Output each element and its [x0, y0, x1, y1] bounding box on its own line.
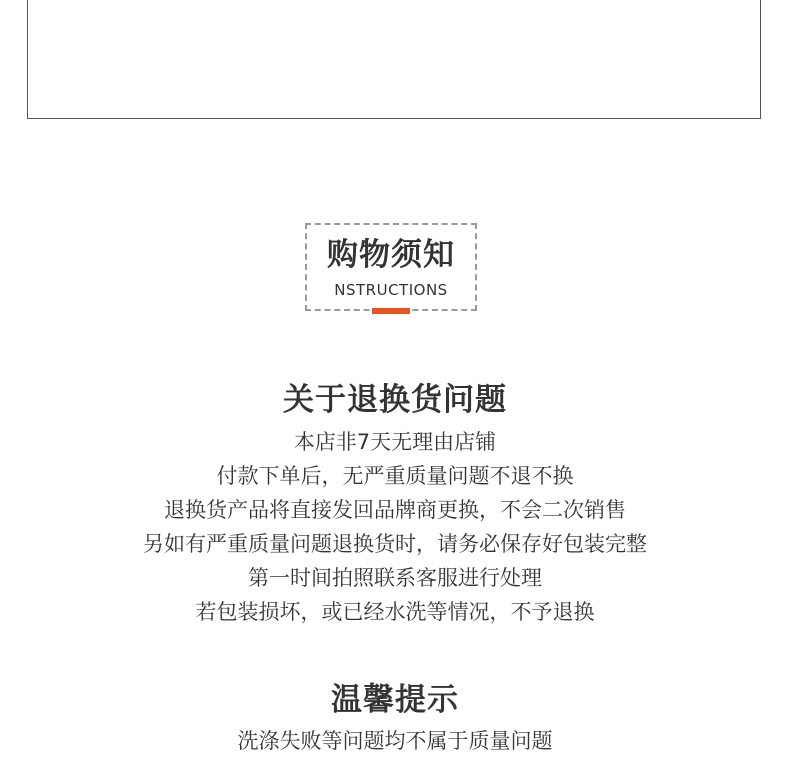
returns-line: 本店非7天无理由店铺 [293, 430, 497, 454]
returns-line: 另如有严重质量问题退换货时，请务必保存好包装完整 [143, 532, 647, 556]
returns-line: 若包装损坏，或已经水洗等情况，不予退换 [195, 600, 595, 624]
returns-heading: 关于退换货问题 [283, 382, 507, 418]
shopping-notice-badge [305, 223, 477, 311]
image-frame [27, 0, 761, 119]
notice-title: 购物须知 [327, 237, 455, 273]
tips-heading: 温馨提示 [331, 682, 459, 718]
returns-line: 退换货产品将直接发回品牌商更换，不会二次销售 [164, 498, 626, 522]
tips-line: 洗涤失败等问题均不属于质量问题 [237, 729, 553, 753]
notice-subtitle: NSTRUCTIONS [334, 281, 448, 299]
accent-bar [372, 308, 410, 314]
returns-list [0, 425, 790, 629]
returns-line: 第一时间拍照联系客服进行处理 [248, 566, 542, 590]
returns-line: 付款下单后，无严重质量问题不退不换 [216, 464, 574, 488]
tips-list [0, 724, 790, 758]
